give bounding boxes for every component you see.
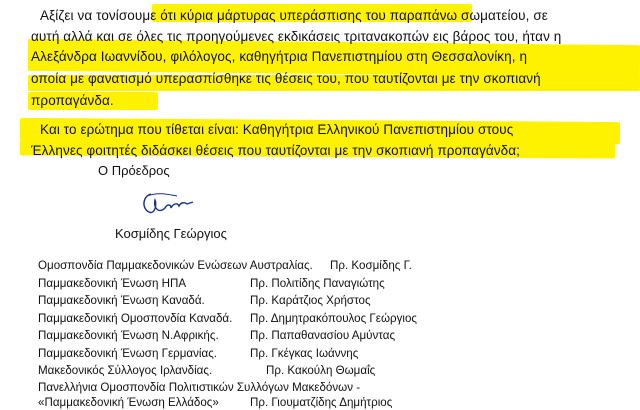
paragraph2-line1: Και το ερώτημα που τίθεται είναι: Καθηγήτρια Ελληνικού Πανεπιστημίου στους	[40, 122, 514, 137]
paragraph2-line2: Έλληνες φοιτητές διδάσκει θέσεις που ταυτίζονται με την σκοπιανή προπαγάνδα;	[31, 143, 521, 158]
org-row	[38, 381, 638, 394]
org-row	[38, 347, 638, 360]
org-president: Πρ. Γκέγκας Ιωάννης	[250, 347, 359, 360]
org-name: Παμμακεδονική Ένωση ΗΠΑ	[38, 277, 187, 290]
org-row	[38, 294, 638, 307]
org-name: «Παμμακεδονική Ένωση Ελλάδος»	[38, 396, 219, 409]
org-row	[38, 312, 638, 325]
org-row	[38, 364, 638, 377]
org-president: Πρ. Καράτζιος Χρήστος	[250, 294, 371, 307]
paragraph1-line2: αυτή αλλά και σε όλες τις προηγούμενες εκδικάσεις τριτανακοπών εις βάρος του, ήταν η	[31, 29, 562, 44]
org-name: Παμμακεδονική Ένωση Γερμανίας.	[38, 347, 218, 360]
signature-name: Κοσμίδης Γεώργιος	[115, 226, 227, 241]
org-row	[38, 329, 638, 342]
org-name: Πανελλήνια Ομοσπονδία Πολιτιστικών Συλλόγων Μακεδόνων -	[38, 381, 361, 394]
org-row	[38, 396, 638, 409]
org-name: Παμμακεδονική Ομοσπονδία Καναδά.	[38, 312, 233, 325]
org-president: Πρ. Γιουματζίδης Δημήτριος	[250, 396, 393, 409]
org-name: Μακεδονικός Σύλλογος Ιρλανδίας.	[38, 364, 213, 377]
org-name: Ομοσπονδία Παμμακεδονικών Ενώσεων Αυστραλίας.	[38, 259, 313, 272]
paragraph1-line3: Αλεξάνδρα Ιωαννίδου, φιλόλογος, καθηγήτρια Πανεπιστημίου στη Θεσσαλονίκη, η	[31, 49, 528, 64]
org-name: Παμμακεδονική Ένωση Ν.Αφρικής.	[38, 329, 219, 342]
org-name: Παμμακεδονική Ένωση Καναδά.	[38, 294, 205, 307]
signature-title: Ο Πρόεδρος	[98, 163, 170, 178]
paragraph1-line1: Αξίζει να τονίσουμε ότι κύρια μάρτυρας υπεράσπισης του παραπάνω σωματείου, σε	[40, 8, 548, 23]
org-president: Πρ. Πολιτίδης Παναγιώτης	[250, 277, 385, 290]
org-president: Πρ. Παπαθανασίου Αμύντας	[250, 329, 396, 342]
org-president: Πρ. Κακούλη Θωμαΐς	[266, 364, 376, 377]
paragraph1-line4: οποία με φανατισμό υπερασπίσθηκε τις θέσεις του, που ταυτίζονται με την σκοπιανή	[31, 71, 541, 86]
org-president: Πρ. Δημητρακόπουλος Γεώργιος	[250, 312, 418, 325]
org-president: Πρ. Κοσμίδης Γ.	[330, 259, 412, 272]
org-row	[38, 259, 638, 272]
handwritten-signature	[137, 190, 197, 220]
paragraph1-line5: προπαγάνδα.	[31, 93, 114, 108]
org-row	[38, 277, 638, 290]
